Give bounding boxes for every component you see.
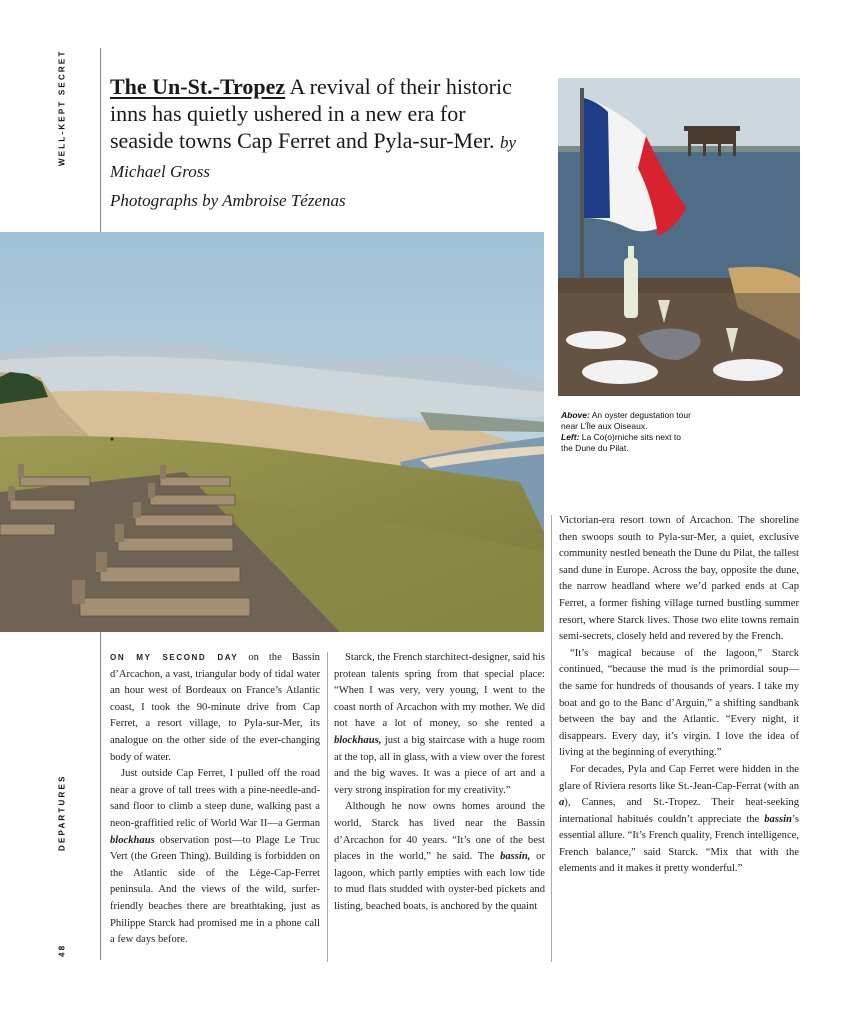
photo-credit: Photographs by Ambroise Tézenas [110, 191, 346, 210]
section-label: WELL-KEPT SECRET [57, 49, 67, 167]
paragraph-text: ’s essential allure. “It’s French quality, French intelligence, French balance,” said Starck. “Mix that with the elements and it makes it pretty wonderful.” [559, 813, 799, 875]
headline-block [110, 73, 530, 214]
magazine-label: DEPARTURES [57, 774, 67, 852]
oyster-boat-illustration [558, 78, 800, 396]
paragraph-text: ), Cannes, and St.-Tropez. Their heat-seeking international habitués couldn’t appreciate the [559, 797, 799, 825]
emphasis-text: blockhaus, [334, 734, 382, 746]
paragraph-text: on the Bassin d’Arcachon, a vast, triangular body of tidal water an hour west of Bordeaux on France’s Atlantic coast, I took the 90-minute drive from Cap Ferret, a resort village, to Pyla-sur-Mer, its analogue on the other side of the ever-changing body of water. [110, 652, 320, 763]
paragraph-text: just a big staircase with a huge room at the top, all in glass, with a view over the forest and the big waves. It was a piece of art and a very strong inspiration for my creativity.” [334, 734, 545, 796]
article-title: The Un-St.-Tropez [110, 74, 286, 99]
article-paragraph [334, 799, 545, 915]
paragraph-text: or lagoon, which partly empties with each low tide to mud flats studded with oyster-bed pickets and listing, beached boats, is anchored by the quaint [334, 851, 545, 912]
column-divider-2 [551, 515, 552, 962]
article-paragraph: Victorian-era resort town of Arcachon. The shoreline then swoops south to Pyla-sur-Mer, a quiet, exclusive community nestled beneath the Dune du Pilat, the tallest sand dune in Europe. Across the bay, opposite the dune, the narrow headland where we’d parked ends at Cap Ferret, a former fishing village turned bustling summer resort, where Starck lives. Those two elite towns remain semi-secrets, closely held and revered by the French. [559, 515, 799, 643]
article-column-2 [334, 650, 545, 916]
article-paragraph [559, 762, 799, 878]
paragraph-text: For decades, Pyla and Cap Ferret were hidden in the glare of Riviera resorts like St.-Jean-Cap-Ferrat (with an [559, 763, 799, 792]
article-column-3 [559, 513, 799, 878]
article-paragraph: “It’s magical because of the lagoon,” Starck continued, “because the mud is the primordial soup—the same for hundreds of thousands of years. I take my boat and go to the Banc d’Arguin,” a shifting sandbank between the bay and the Atlantic. “Every night, it disappears. Every day, it’s virgin. I love the idea of living at the beginning of everything.” [559, 647, 799, 759]
byline: by Michael Gross [110, 133, 517, 181]
column-divider-1 [327, 652, 328, 962]
paragraph-text: Although he now owns homes around the world, Starck has lived near the Bassin d’Arcachon for 40 years. “It’s one of the best places in the world,” he said. The [334, 801, 545, 863]
page-number: 48 [57, 943, 67, 957]
emphasis-text: bassin [764, 813, 792, 825]
article-dek: A revival of their historic inns has quietly ushered in a new era for seaside towns Cap Ferret and Pyla-sur-Mer. [110, 74, 512, 153]
paragraph-text: Starck, the French starchitect-designer, said his protean talents spring from that special place: “When I was very, very young, I went to the coast north of Arcachon with my mother. We did not have a lot of money, so she rented a [334, 652, 545, 730]
dune-terrace-photo [0, 232, 544, 632]
caption-left-text: La Co(o)rniche sits next to the Dune du Pilat. [561, 432, 681, 453]
article-paragraph [334, 650, 545, 799]
paragraph-text: Just outside Cap Ferret, I pulled off the road near a grove of tall trees with a pine-needle-and-sand floor to climb a steep dune, walking past a neon-graffitied relic of World War II—a German [110, 768, 320, 829]
article-paragraph [110, 766, 320, 949]
caption-above-label: Above: [561, 410, 590, 420]
caption-above-text: An oyster degustation tour near L’Île aux Oiseaux. [561, 410, 691, 431]
caption-left-label: Left: [561, 432, 580, 442]
photo-caption [561, 410, 691, 454]
emphasis-text: blockhaus [110, 834, 155, 846]
article-paragraph [110, 650, 320, 766]
dune-terrace-illustration [0, 232, 544, 632]
paragraph-text: observation post—to Plage Le Truc Vert (the Green Thing). Building is forbidden on the Atlantic side of the Lège-Cap-Ferret peninsula. And the views of the wild, surfer-friendly beaches there are breathtaking, just as Philippe Starck had promised me in a phone call a few days before. [110, 834, 320, 946]
run-in-lead: ON MY SECOND DAY [110, 653, 239, 662]
article-column-1 [110, 650, 320, 949]
emphasis-text: bassin, [500, 851, 531, 863]
oyster-boat-photo [558, 78, 800, 396]
emphasis-text: a [559, 797, 565, 809]
